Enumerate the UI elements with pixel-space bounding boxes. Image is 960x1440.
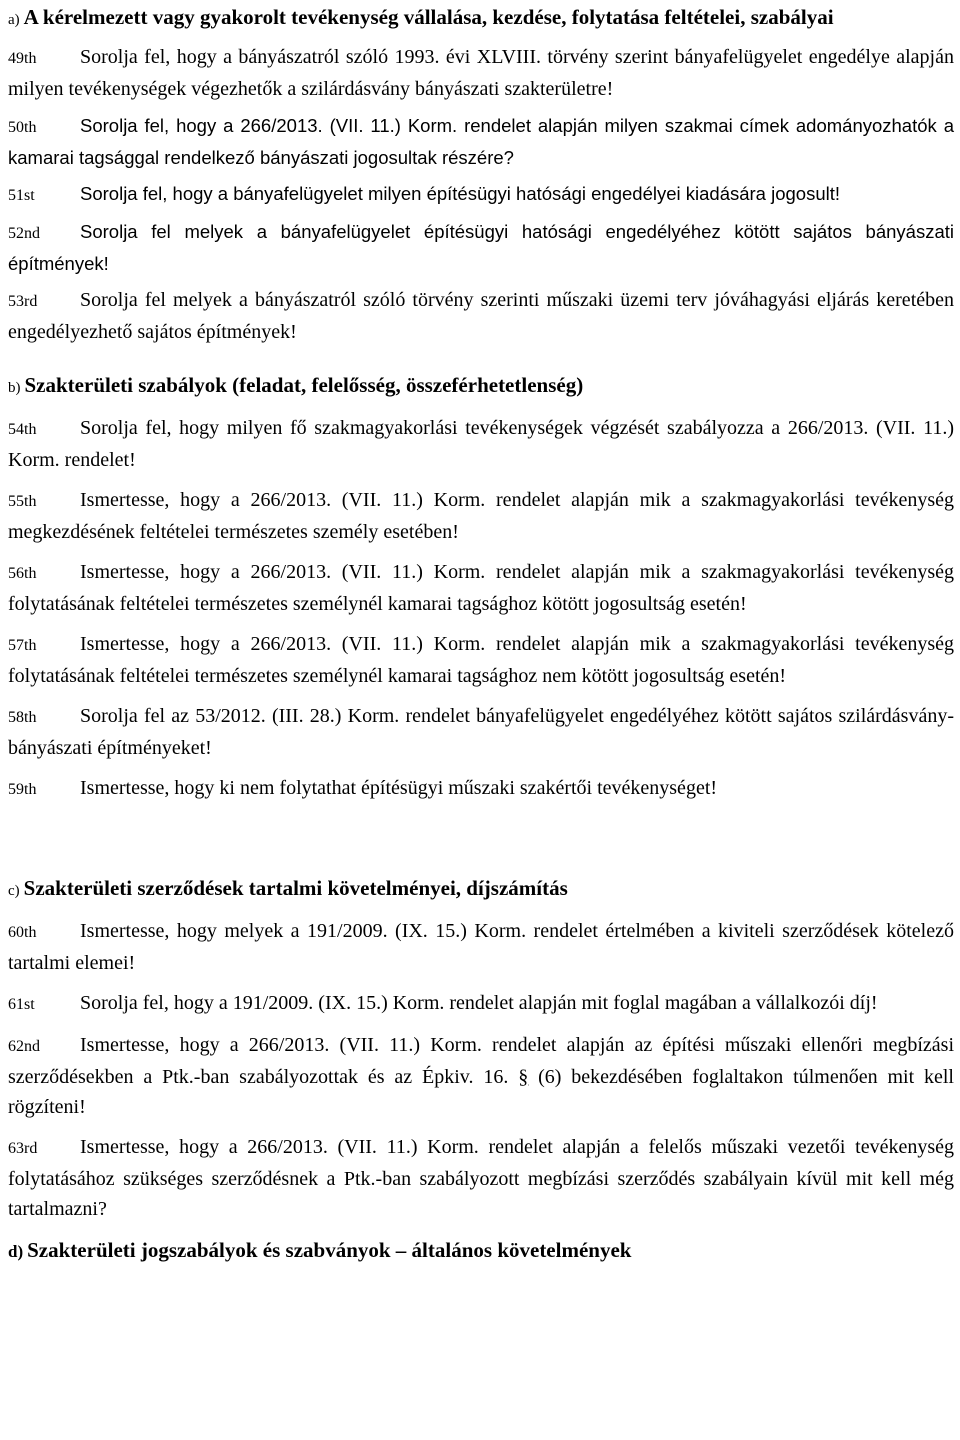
question-number: 52nd bbox=[8, 225, 40, 242]
question-number: 50th bbox=[8, 119, 37, 136]
question-53 bbox=[8, 285, 954, 347]
question-61 bbox=[8, 988, 954, 1020]
question-text: Ismertesse, hogy melyek a 191/2009. (IX. 15.) Korm. rendelet értelmében a kiviteli szerződések kötelező tartalmi elemei! bbox=[8, 920, 954, 974]
question-text: Sorolja fel melyek a bányászatról szóló törvény szerinti műszaki üzemi terv jóváhagyási eljárás keretében engedélyezhető sajátos építmények! bbox=[8, 289, 954, 343]
section-d-letter: d) bbox=[8, 1242, 24, 1261]
section-c-letter: c) bbox=[8, 883, 20, 899]
question-55 bbox=[8, 485, 954, 547]
question-text: Ismertesse, hogy a 266/2013. (VII. 11.) Korm. rendelet alapján mik a szakmagyakorlási tevékenység megkezdésének feltételei természetes személy esetében! bbox=[8, 489, 954, 543]
question-number: 60th bbox=[8, 924, 37, 941]
question-number: 55th bbox=[8, 493, 37, 510]
question-text-after: (6) bekezdésében foglaltakon túlmenően mit kell rögzíteni! bbox=[8, 1066, 954, 1118]
question-text: Sorolja fel, hogy a bányászatról szóló 1993. évi XLVIII. törvény szerint bányafelügyelet engedélye alapján milyen tevékenységek végezhetők a szilárdásvány bányászati szakterületre! bbox=[8, 46, 954, 100]
question-number: 63rd bbox=[8, 1140, 38, 1157]
question-text: Ismertesse, hogy ki nem folytathat építésügyi műszaki szakértői tevékenységet! bbox=[80, 777, 718, 799]
section-a-heading bbox=[8, 2, 954, 35]
question-number: 51st bbox=[8, 187, 35, 204]
section-a-title: A kérelmezett vagy gyakorolt tevékenység vállalása, kezdése, folytatása feltételei, szabályai bbox=[23, 5, 834, 29]
question-49 bbox=[8, 42, 954, 104]
question-57 bbox=[8, 629, 954, 691]
question-60 bbox=[8, 916, 954, 978]
question-number: 53rd bbox=[8, 293, 38, 310]
section-d-title: Szakterületi jogszabályok és szabványok – általános követelmények bbox=[27, 1238, 632, 1262]
question-text: Sorolja fel, hogy a 191/2009. (IX. 15.) Korm. rendelet alapján mit foglal magában a vállalkozói díj! bbox=[80, 992, 878, 1014]
section-b-letter: b) bbox=[8, 380, 21, 396]
section-c-heading bbox=[8, 873, 954, 906]
question-text: Sorolja fel, hogy a 266/2013. (VII. 11.) Korm. rendelet alapján milyen szakmai címek adományozhatók a kamarai tagsággal rendelkező bányászati jogosultak részére? bbox=[8, 115, 954, 168]
question-text: Sorolja fel, hogy a bányafelügyelet milyen építésügyi hatósági engedélyei kiadására jogosult! bbox=[80, 183, 841, 204]
question-51 bbox=[8, 179, 954, 211]
question-number: 56th bbox=[8, 565, 37, 582]
question-text: Ismertesse, hogy a 266/2013. (VII. 11.) Korm. rendelet alapján mik a szakmagyakorlási tevékenység folytatásának feltételei természetes személynél kamarai tagsághoz nem kötött jogosultság esetén! bbox=[8, 633, 954, 687]
question-number: 62nd bbox=[8, 1038, 40, 1055]
question-text: Ismertesse, hogy a 266/2013. (VII. 11.) Korm. rendelet alapján mik a szakmagyakorlási tevékenység folytatásának feltételei természetes személynél kamarai tagsághoz kötött jogosultság esetén! bbox=[8, 561, 954, 615]
question-58 bbox=[8, 701, 954, 763]
question-number: 59th bbox=[8, 781, 37, 798]
section-b-heading bbox=[8, 370, 954, 403]
question-54 bbox=[8, 413, 954, 475]
question-59 bbox=[8, 773, 954, 805]
question-text: Ismertesse, hogy a 266/2013. (VII. 11.) Korm. rendelet alapján a felelős műszaki vezetői tevékenység folytatásához szükséges szerződésnek a Ptk.-ban szabályozott megbízási szerződés szabályain kívül mit kell még tartalmazni? bbox=[8, 1136, 954, 1220]
question-text: Sorolja fel az 53/2012. (III. 28.) Korm. rendelet bányafelügyelet engedélyéhez kötött sajátos szilárdásvány-bányászati építményeket! bbox=[8, 705, 954, 759]
question-62 bbox=[8, 1030, 954, 1122]
question-63 bbox=[8, 1132, 954, 1224]
section-symbol: § bbox=[518, 1066, 529, 1088]
question-text: Sorolja fel melyek a bányafelügyelet építésügyi hatósági engedélyéhez kötött sajátos bányászati építmények! bbox=[8, 221, 954, 274]
question-text: Sorolja fel, hogy milyen fő szakmagyakorlási tevékenységek végzését szabályozza a 266/2013. (VII. 11.) Korm. rendelet! bbox=[8, 417, 954, 471]
question-56 bbox=[8, 557, 954, 619]
question-50 bbox=[8, 111, 954, 173]
section-d-heading bbox=[8, 1235, 954, 1267]
question-number: 61st bbox=[8, 996, 35, 1013]
question-number: 54th bbox=[8, 421, 37, 438]
section-b-title: Szakterületi szabályok (feladat, felelősség, összeférhetetlenség) bbox=[24, 373, 584, 397]
section-c-title: Szakterületi szerződések tartalmi követelményei, díjszámítás bbox=[23, 876, 568, 900]
question-52 bbox=[8, 217, 954, 279]
question-number: 58th bbox=[8, 709, 37, 726]
section-a-letter: a) bbox=[8, 12, 20, 28]
question-number: 57th bbox=[8, 637, 37, 654]
question-number: 49th bbox=[8, 50, 37, 67]
question-text-before: Ismertesse, hogy a 266/2013. (VII. 11.) Korm. rendelet alapján az építési műszaki ellenőri megbízási szerződésekben a Ptk.-ban szabályozottak és az Épkiv. 16. bbox=[8, 1034, 954, 1088]
